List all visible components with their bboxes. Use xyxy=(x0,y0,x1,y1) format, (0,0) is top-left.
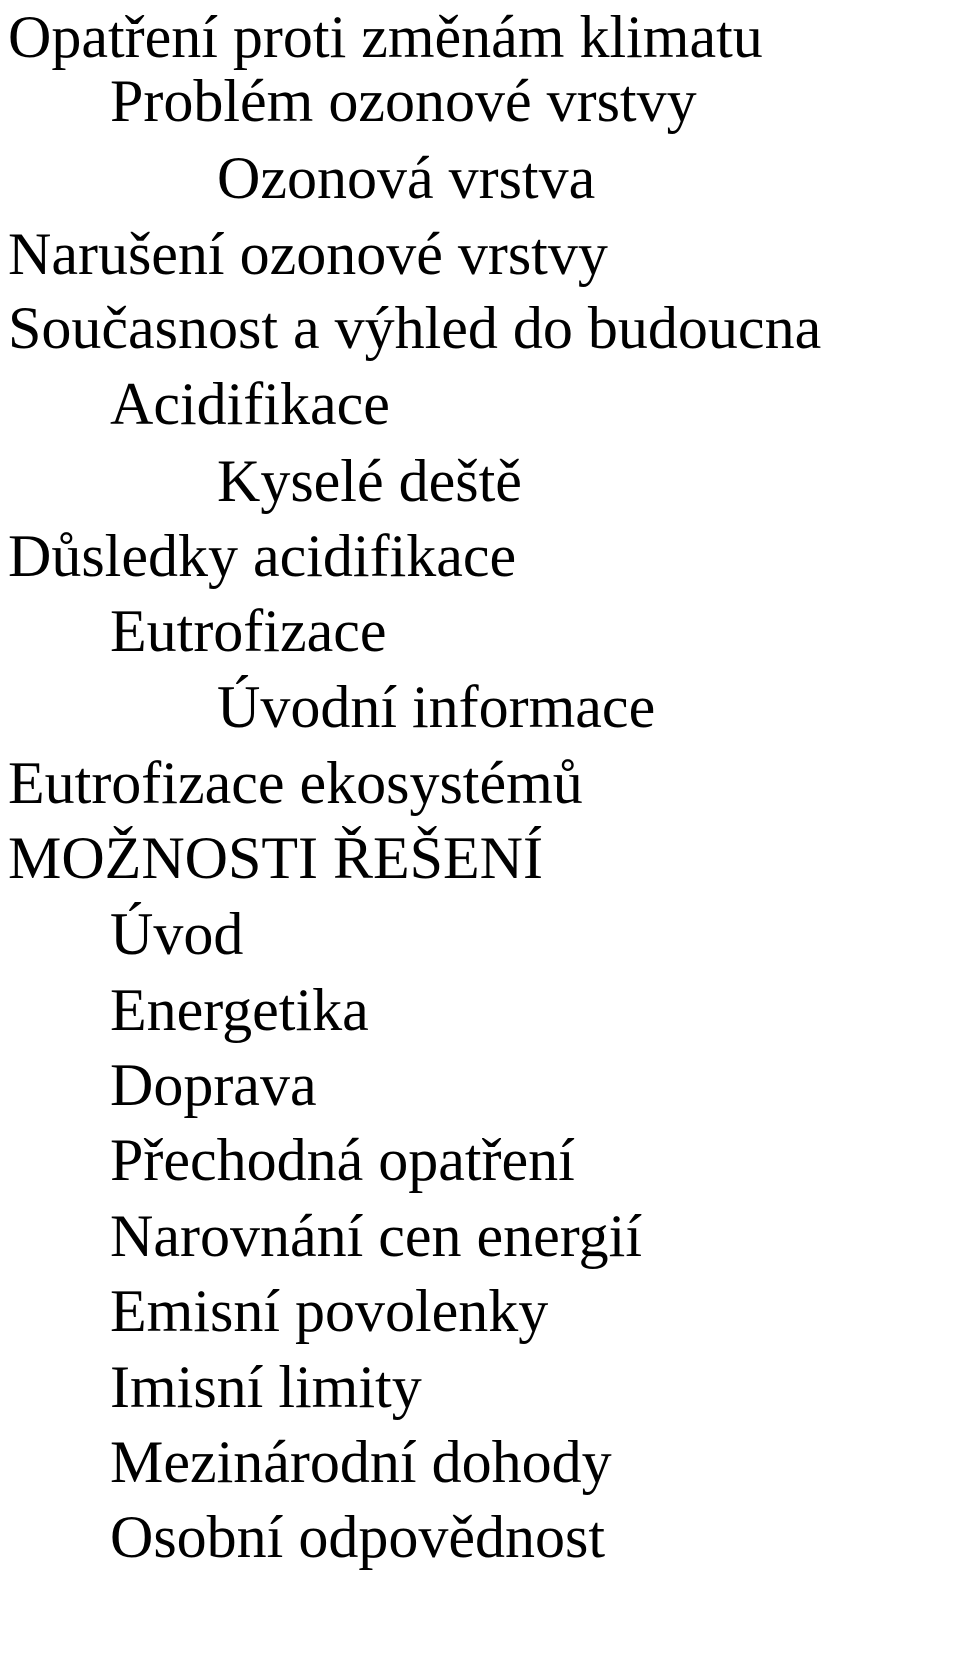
toc-entry: Důsledky acidifikace xyxy=(8,523,517,589)
toc-entry: Úvodní informace xyxy=(217,674,656,740)
toc-entry: Problém ozonové vrstvy xyxy=(110,68,697,134)
toc-entry: Emisní povolenky xyxy=(110,1278,549,1344)
toc-entry: Narovnání cen energií xyxy=(110,1203,643,1269)
toc-entry: Doprava xyxy=(110,1052,317,1118)
toc-entry: MOŽNOSTI ŘEŠENÍ xyxy=(8,825,543,891)
toc-entry: Acidifikace xyxy=(110,371,390,437)
toc-entry: Současnost a výhled do budoucna xyxy=(8,295,822,361)
toc-entry: Přechodná opatření xyxy=(110,1127,575,1193)
toc-entry: Imisní limity xyxy=(110,1354,422,1420)
toc-entry: Energetika xyxy=(110,977,369,1043)
toc-entry: Narušení ozonové vrstvy xyxy=(8,221,608,287)
toc-entry: Ozonová vrstva xyxy=(217,145,596,211)
toc-entry: Eutrofizace ekosystémů xyxy=(8,750,583,816)
toc-entry: Opatření proti změnám klimatu xyxy=(8,4,763,70)
toc-entry: Úvod xyxy=(110,901,244,967)
toc-entry: Osobní odpovědnost xyxy=(110,1504,605,1570)
toc-entry: Mezinárodní dohody xyxy=(110,1429,612,1495)
toc-entry: Kyselé deště xyxy=(217,448,522,514)
toc-entry: Eutrofizace xyxy=(110,598,387,664)
